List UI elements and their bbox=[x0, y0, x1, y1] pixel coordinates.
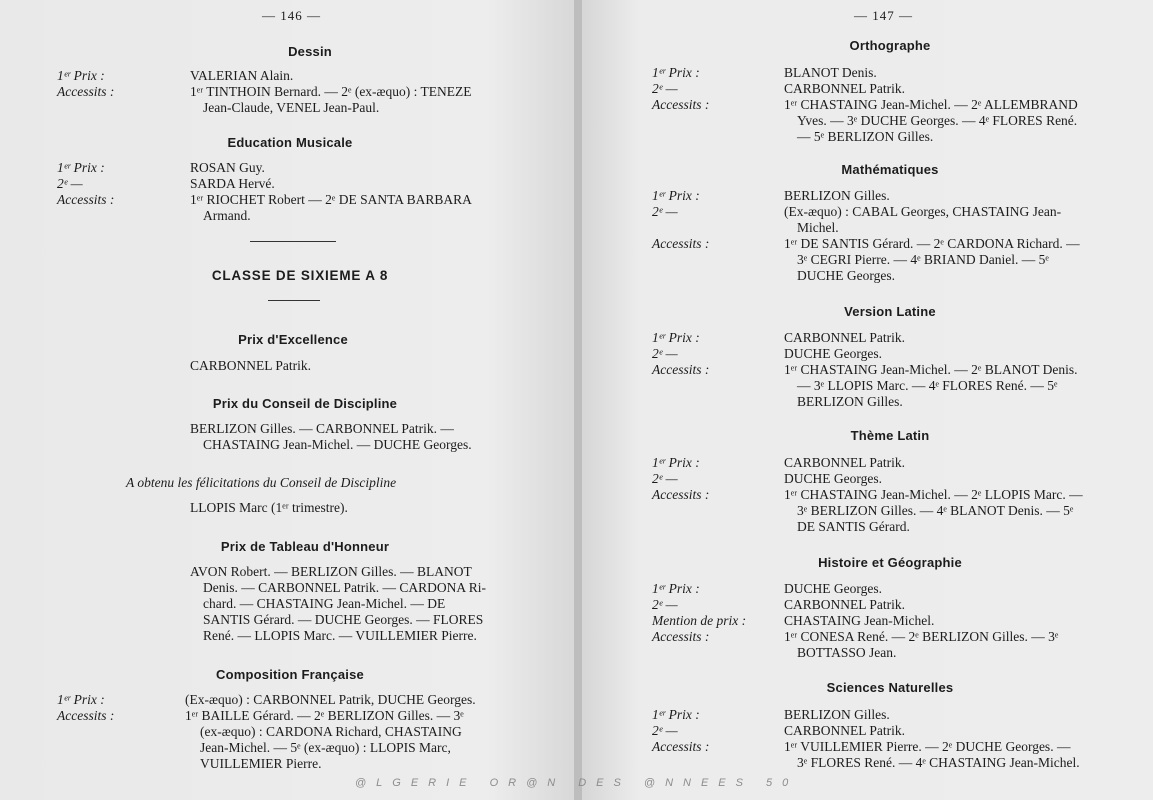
section-title-composition: Composition Française bbox=[216, 667, 364, 682]
felicitations-text: A obtenu les félicitations du Conseil de Discipline bbox=[126, 475, 397, 490]
maths-accessits-line1: 1ᵉʳ DE SANTIS Gérard. — 2ᵉ CARDONA Richard. — bbox=[784, 236, 1080, 251]
theme-second: DUCHE Georges. bbox=[784, 471, 882, 486]
section-title-dessin: Dessin bbox=[288, 44, 332, 59]
section-title-tableau-honneur: Prix de Tableau d'Honneur bbox=[220, 539, 390, 554]
histoire-accessits-line2: BOTTASSO Jean. bbox=[797, 645, 897, 660]
version-accessits-line3: BERLIZON Gilles. bbox=[797, 394, 903, 409]
orthographe-accessits-line1: 1ᵉʳ CHASTAING Jean-Michel. — 2ᵉ ALLEMBRAND bbox=[784, 97, 1078, 112]
version-accessits-line1: 1ᵉʳ CHASTAING Jean-Michel. — 2ᵉ BLANOT Denis. bbox=[784, 362, 1078, 377]
label-first-prize: 1ᵉʳ Prix : bbox=[57, 160, 105, 175]
label-second-prize: 2ᵉ — bbox=[652, 81, 678, 96]
label-first-prize: 1ᵉʳ Prix : bbox=[652, 65, 700, 80]
orthographe-accessits-line3: — 5ᵉ BERLIZON Gilles. bbox=[797, 129, 934, 144]
section-title-education-musicale: Education Musicale bbox=[227, 135, 353, 150]
right-page bbox=[582, 0, 1153, 800]
dessin-accessits-line2: Jean-Claude, VENEL Jean-Paul. bbox=[203, 100, 380, 115]
theme-accessits-line1: 1ᵉʳ CHASTAING Jean-Michel. — 2ᵉ LLOPIS Marc. — bbox=[784, 487, 1083, 502]
maths-second-line1: (Ex-æquo) : CABAL Georges, CHASTAING Jean- bbox=[784, 204, 1062, 219]
histoire-accessits-line1: 1ᵉʳ CONESA René. — 2ᵉ BERLIZON Gilles. — 3ᵉ bbox=[784, 629, 1059, 644]
divider bbox=[250, 241, 336, 242]
version-second: DUCHE Georges. bbox=[784, 346, 882, 361]
book-gutter bbox=[574, 0, 582, 800]
maths-first: BERLIZON Gilles. bbox=[784, 188, 890, 203]
dessin-first: VALERIAN Alain. bbox=[190, 68, 294, 83]
theme-accessits-line2: 3ᵉ BERLIZON Gilles. — 4ᵉ BLANOT Denis. — 5ᵉ bbox=[797, 503, 1074, 518]
page-number-left: — 146 — bbox=[262, 8, 321, 23]
label-accessits: Accessits : bbox=[652, 362, 710, 377]
composition-accessits-line1: 1ᵉʳ BAILLE Gérard. — 2ᵉ BERLIZON Gilles. — 3ᵉ bbox=[185, 708, 464, 723]
theme-accessits-line3: DE SANTIS Gérard. bbox=[797, 519, 910, 534]
tableau-line5: René. — LLOPIS Marc. — VUILLEMIER Pierre. bbox=[203, 628, 477, 643]
label-accessits: Accessits : bbox=[652, 97, 710, 112]
theme-first: CARBONNEL Patrik. bbox=[784, 455, 905, 470]
histoire-first: DUCHE Georges. bbox=[784, 581, 882, 596]
page-number-right: — 147 — bbox=[854, 8, 913, 23]
label-accessits: Accessits : bbox=[652, 629, 710, 644]
label-first-prize: 1ᵉʳ Prix : bbox=[57, 692, 105, 707]
felicitations-name: LLOPIS Marc (1ᵉʳ trimestre). bbox=[190, 500, 348, 515]
conseil-line1: BERLIZON Gilles. — CARBONNEL Patrik. — bbox=[190, 421, 454, 436]
maths-second-line2: Michel. bbox=[797, 220, 839, 235]
label-accessits: Accessits : bbox=[57, 84, 115, 99]
education-first: ROSAN Guy. bbox=[190, 160, 265, 175]
excellence-name: CARBONNEL Patrik. bbox=[190, 358, 311, 373]
version-accessits-line2: — 3ᵉ LLOPIS Marc. — 4ᵉ FLORES René. — 5ᵉ bbox=[797, 378, 1058, 393]
sciences-first: BERLIZON Gilles. bbox=[784, 707, 890, 722]
section-title-orthographe: Orthographe bbox=[849, 38, 931, 53]
label-second-prize: 2ᵉ — bbox=[652, 471, 678, 486]
tableau-line3: chard. — CHASTAING Jean-Michel. — DE bbox=[203, 596, 446, 611]
section-title-mathematiques: Mathématiques bbox=[841, 162, 939, 177]
orthographe-second: CARBONNEL Patrik. bbox=[784, 81, 905, 96]
education-accessits-line1: 1ᵉʳ RIOCHET Robert — 2ᵉ DE SANTA BARBARA bbox=[190, 192, 472, 207]
sciences-accessits-line2: 3ᵉ FLORES René. — 4ᵉ CHASTAING Jean-Michel. bbox=[797, 755, 1080, 770]
label-first-prize: 1ᵉʳ Prix : bbox=[57, 68, 105, 83]
sciences-accessits-line1: 1ᵉʳ VUILLEMIER Pierre. — 2ᵉ DUCHE Georges. — bbox=[784, 739, 1071, 754]
section-title-theme-latin: Thème Latin bbox=[850, 428, 930, 443]
orthographe-accessits-line2: Yves. — 3ᵉ DUCHE Georges. — 4ᵉ FLORES René. bbox=[797, 113, 1078, 128]
left-page bbox=[0, 0, 574, 800]
label-second-prize: 2ᵉ — bbox=[652, 204, 678, 219]
label-second-prize: 2ᵉ — bbox=[652, 346, 678, 361]
label-mention: Mention de prix : bbox=[652, 613, 747, 628]
histoire-mention: CHASTAING Jean-Michel. bbox=[784, 613, 935, 628]
divider bbox=[268, 300, 320, 301]
tableau-line4: SANTIS Gérard. — DUCHE Georges. — FLORES bbox=[203, 612, 484, 627]
watermark: @LGERIE OR@N DES @NNEES 50 bbox=[355, 777, 799, 789]
maths-accessits-line2: 3ᵉ CEGRI Pierre. — 4ᵉ BRIAND Daniel. — 5ᵉ bbox=[797, 252, 1049, 267]
label-accessits: Accessits : bbox=[652, 236, 710, 251]
label-first-prize: 1ᵉʳ Prix : bbox=[652, 581, 700, 596]
orthographe-first: BLANOT Denis. bbox=[784, 65, 877, 80]
tableau-line2: Denis. — CARBONNEL Patrik. — CARDONA Ri- bbox=[203, 580, 487, 595]
conseil-line2: CHASTAING Jean-Michel. — DUCHE Georges. bbox=[203, 437, 472, 452]
section-title-conseil-discipline: Prix du Conseil de Discipline bbox=[212, 396, 398, 411]
label-second-prize: 2ᵉ — bbox=[57, 176, 83, 191]
section-title-excellence: Prix d'Excellence bbox=[238, 332, 348, 347]
label-first-prize: 1ᵉʳ Prix : bbox=[652, 455, 700, 470]
label-first-prize: 1ᵉʳ Prix : bbox=[652, 188, 700, 203]
education-second: SARDA Hervé. bbox=[190, 176, 275, 191]
composition-accessits-line3: Jean-Michel. — 5ᵉ (ex-æquo) : LLOPIS Marc, bbox=[200, 740, 451, 755]
label-first-prize: 1ᵉʳ Prix : bbox=[652, 330, 700, 345]
dessin-accessits-line1: 1ᵉʳ TINTHOIN Bernard. — 2ᵉ (ex-æquo) : TENEZE bbox=[190, 84, 472, 99]
label-first-prize: 1ᵉʳ Prix : bbox=[652, 707, 700, 722]
maths-accessits-line3: DUCHE Georges. bbox=[797, 268, 895, 283]
section-title-version-latine: Version Latine bbox=[844, 304, 936, 319]
label-second-prize: 2ᵉ — bbox=[652, 723, 678, 738]
version-first: CARBONNEL Patrik. bbox=[784, 330, 905, 345]
composition-accessits-line4: VUILLEMIER Pierre. bbox=[200, 756, 322, 771]
section-title-histoire-geographie: Histoire et Géographie bbox=[818, 555, 962, 570]
sciences-second: CARBONNEL Patrik. bbox=[784, 723, 905, 738]
histoire-second: CARBONNEL Patrik. bbox=[784, 597, 905, 612]
label-second-prize: 2ᵉ — bbox=[652, 597, 678, 612]
composition-first: (Ex-æquo) : CARBONNEL Patrik, DUCHE Georges. bbox=[185, 692, 476, 707]
composition-accessits-line2: (ex-æquo) : CARDONA Richard, CHASTAING bbox=[200, 724, 462, 739]
label-accessits: Accessits : bbox=[652, 487, 710, 502]
label-accessits: Accessits : bbox=[57, 708, 115, 723]
label-accessits: Accessits : bbox=[652, 739, 710, 754]
class-title: CLASSE DE SIXIEME A 8 bbox=[211, 268, 389, 283]
section-title-sciences-naturelles: Sciences Naturelles bbox=[826, 680, 954, 695]
label-accessits: Accessits : bbox=[57, 192, 115, 207]
education-accessits-line2: Armand. bbox=[203, 208, 251, 223]
tableau-line1: AVON Robert. — BERLIZON Gilles. — BLANOT bbox=[190, 564, 472, 579]
